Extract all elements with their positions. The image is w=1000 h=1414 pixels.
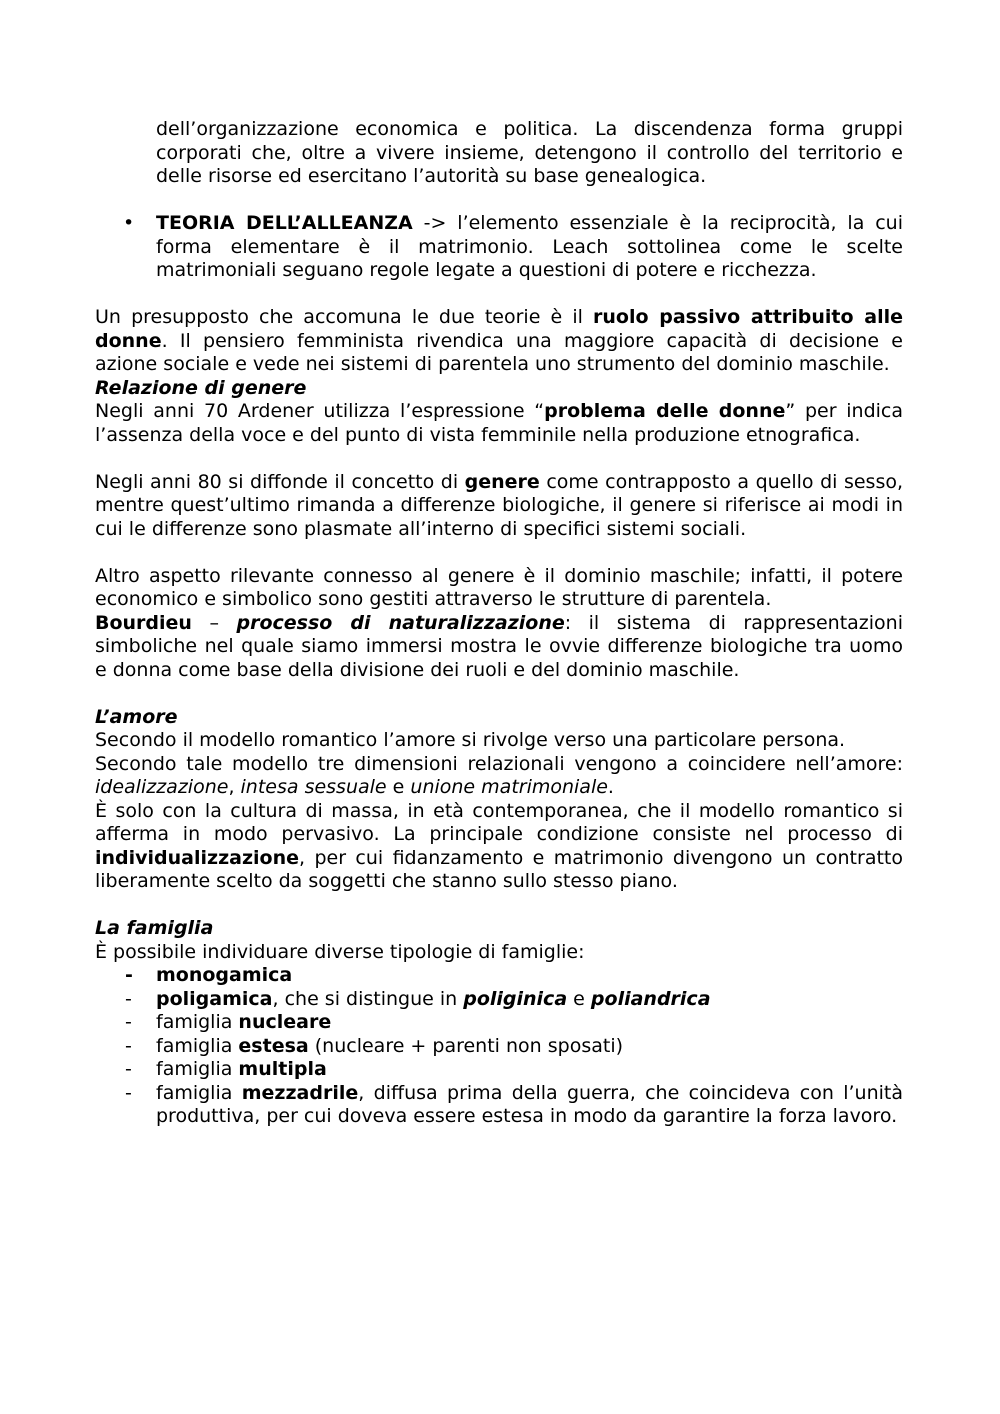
dash-icon: - (125, 1034, 132, 1057)
paragraph-bourdieu (95, 612, 903, 683)
term-ruolo-passivo: ruolo passivo attribuito alle donne (95, 306, 904, 352)
text-segment: Negli anni 80 si diffonde il concetto di (95, 470, 465, 493)
paragraph-amore-2 (95, 753, 903, 800)
dash-icon: - (125, 1011, 132, 1033)
term-mezzadrile: mezzadrile (241, 1081, 359, 1104)
text-segment: . (607, 776, 614, 798)
text-segment: famiglia (156, 1058, 239, 1080)
term-genere: genere (464, 470, 540, 493)
list-item-multipla (95, 1058, 903, 1082)
heading-amore: L’amore (95, 705, 178, 728)
term-individualizzazione: individualizzazione (95, 846, 299, 869)
paragraph-discendenza: dell’organizzazione economica e politica. La discendenza forma gruppi corporati che, oltre a vivere insieme, detengono il controllo del territorio e delle risorse ed esercitano l’autorità su base genealogica. (156, 118, 903, 187)
term-intesa-sessuale: intesa sessuale (240, 776, 387, 798)
paragraph-tipologie: È possibile individuare diverse tipologie di famiglie: (95, 940, 585, 963)
text-segment: , (228, 776, 241, 798)
spacer (95, 447, 903, 471)
spacer (95, 682, 903, 706)
term-poliginica: poliginica (463, 987, 568, 1010)
term-processo-naturalizzazione: processo di naturalizzazione (236, 611, 565, 634)
famiglie-list (95, 964, 903, 1129)
term-unione-matrimoniale: unione matrimoniale (410, 776, 608, 798)
paragraph-presupposto (95, 306, 903, 377)
text-segment: famiglia (156, 1081, 242, 1104)
text-segment: ” per indica l’assenza della voce e del punto di vista femminile nella produzione etnografica. (95, 400, 904, 446)
text-segment: famiglia (156, 1011, 239, 1033)
paragraph-dominio-maschile: Altro aspetto rilevante connesso al genere è il dominio maschile; infatti, il potere economico e simbolico sono gestiti attraverso le strutture di parentela. (95, 564, 903, 610)
term-estesa: estesa (238, 1034, 309, 1057)
dash-icon: - (125, 987, 132, 1010)
list-item-nucleare (95, 1011, 903, 1035)
term-multipla: multipla (238, 1058, 327, 1080)
text-alleanza: -> l’elemento essenziale è la reciprocità, la cui forma elementare è il matrimonio. Leach sottolinea come le scelte matrimoniali seguano regole legate a questioni di potere e ricchezza. (156, 212, 903, 281)
paragraph-genere (95, 471, 903, 542)
term-bourdieu: Bourdieu (95, 611, 192, 634)
text-segment: (nucleare + parenti non sposati) (308, 1034, 624, 1057)
text-segment: Secondo tale modello tre dimensioni relazionali vengono a coincidere nell’amore: (95, 752, 903, 775)
text-segment: e (567, 987, 591, 1010)
text-segment: , per cui fidanzamento e matrimonio divengono un contratto liberamente scelto da soggetti che stanno sullo stesso piano. (95, 846, 903, 892)
text-segment: Un presupposto che accomuna le due teorie è il (95, 306, 594, 328)
paragraph-ardener (95, 400, 903, 447)
spacer (95, 541, 903, 565)
heading-famiglia: La famiglia (95, 917, 214, 939)
term-monogamica: monogamica (156, 964, 293, 986)
paragraph-amore-1: Secondo il modello romantico l’amore si rivolge verso una particolare persona. (95, 729, 846, 751)
term-nucleare: nucleare (238, 1011, 332, 1033)
list-item-poligamica (95, 988, 903, 1012)
text-segment: famiglia (156, 1034, 239, 1057)
term-problema-donne: problema delle donne (544, 400, 786, 422)
dash-icon: - (125, 1058, 132, 1080)
document-page (95, 118, 903, 1129)
text-segment: e (386, 776, 411, 798)
term-poliandrica: poliandrica (590, 987, 711, 1010)
spacer (95, 283, 903, 307)
dash-icon: - (125, 964, 133, 986)
text-segment: , che si distingue in (272, 987, 464, 1010)
text-segment: , diffusa prima della guerra, che coincideva con l’unità produttiva, per cui doveva essere estesa in modo da garantire la forza lavoro. (156, 1081, 903, 1127)
term-idealizzazione: idealizzazione (95, 776, 229, 798)
text-segment: È solo con la cultura di massa, in età contemporanea, che il modello romantico si afferma in modo pervasivo. La principale condizione consiste nel processo di (95, 799, 903, 845)
spacer (95, 894, 903, 918)
text-segment: : il sistema di rappresentazioni simboliche nel quale siamo immersi mostra le ovvie differenze biologiche tra uomo e donna come base della divisione dei ruoli e del dominio maschile. (95, 611, 903, 681)
term-teoria-alleanza: TEORIA DELL’ALLEANZA (156, 212, 413, 234)
text-segment: come contrapposto a quello di sesso, mentre quest’ultimo rimanda a differenze biologiche, il genere si riferisce ai modi in cui le differenze sono plasmate all’interno di specifici sistemi sociali. (95, 470, 904, 540)
spacer (95, 189, 903, 213)
text-segment: Negli anni 70 Ardener utilizza l’espressione “ (95, 400, 545, 422)
paragraph-amore-3 (95, 800, 903, 894)
bullet-item-alleanza (95, 212, 903, 283)
text-segment: – (191, 611, 237, 634)
bullet-icon: • (123, 212, 135, 234)
dash-icon: - (125, 1081, 132, 1104)
heading-relazione-genere: Relazione di genere (95, 376, 307, 399)
list-item-mezzadrile (95, 1082, 903, 1129)
list-item-monogamica (95, 964, 903, 988)
term-poligamica: poligamica (156, 987, 273, 1010)
text-segment: . Il pensiero femminista rivendica una maggiore capacità di decisione e azione sociale e vede nei sistemi di parentela uno strumento del dominio maschile. (95, 329, 903, 375)
list-item-estesa (95, 1035, 903, 1059)
